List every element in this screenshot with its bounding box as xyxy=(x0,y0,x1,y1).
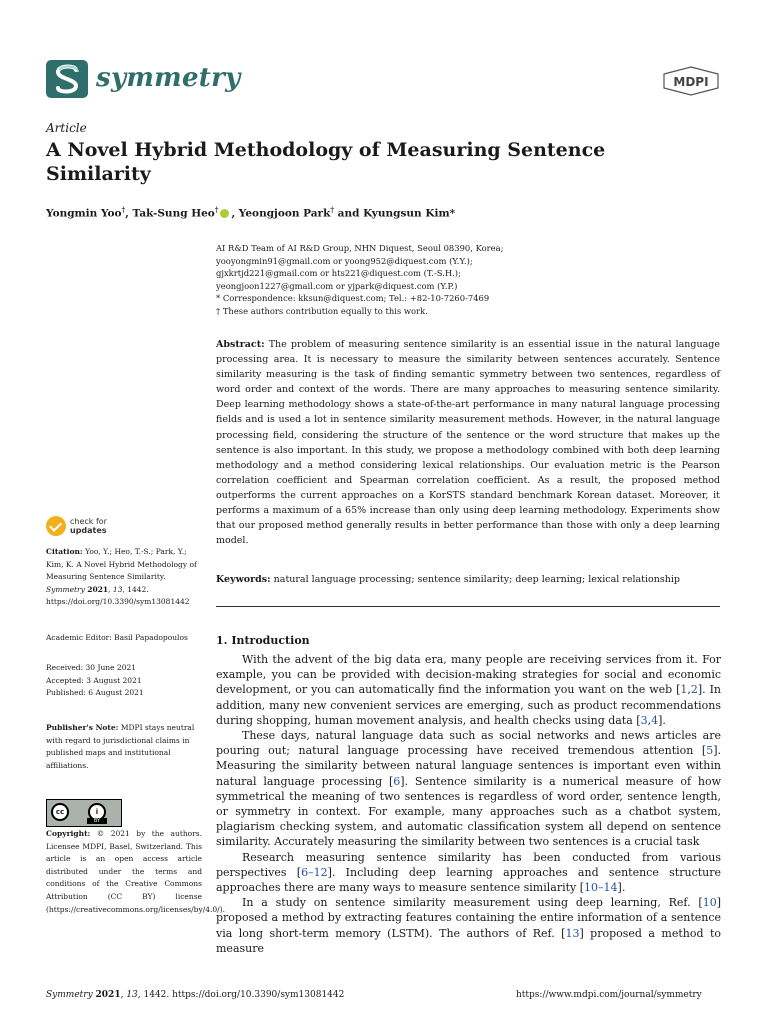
publisher-note xyxy=(46,722,202,772)
accepted-date: Accepted: 3 August 2021 xyxy=(46,675,142,685)
copyright-text: © 2021 by the authors. Licensee MDPI, Basel, Switzerland. This article is an open access article distributed under the terms and conditions of the Creative Commons Attribution (CC BY) license (https://creativecommons.org/licenses/by/4.0/). xyxy=(46,829,226,914)
received-date: Received: 30 June 2021 xyxy=(46,663,137,672)
paragraph-text: ]. Sentence similarity is a numerical measure of how symmetrical the meaning of two sentences is regardless of word order, sentence length, or symmetry in context. For example, many approaches such as a chatbot system, plagiarism checking system, and automatic classification system all depend on sentence similarity. Accurately measuring the similarity between two sentences is a crucial task xyxy=(216,774,721,849)
author-separator: and xyxy=(334,207,364,220)
reference-link[interactable]: 4 xyxy=(651,713,659,727)
author-name[interactable]: Yongmin Yoo xyxy=(46,207,122,220)
reference-link[interactable]: 2 xyxy=(690,683,698,697)
academic-editor: Academic Editor: Basil Papadopoulos xyxy=(46,633,188,642)
paragraph-text: ]. Including deep learning approaches and sentence structure approaches there are many ways to measure sentence similarity [ xyxy=(216,865,721,895)
paragraph-text: In a study on sentence similarity measurement using deep learning, Ref. [ xyxy=(242,896,703,910)
paragraph-text: ]. xyxy=(658,713,666,727)
author-name[interactable]: Tak-Sung Heo xyxy=(132,207,215,220)
paragraph xyxy=(216,652,721,728)
keywords-label: Keywords: xyxy=(216,574,271,585)
paragraph-text: ] proposed a method to measure xyxy=(216,926,722,955)
author-separator: , xyxy=(125,207,133,220)
page-title: A Novel Hybrid Methodology of Measuring Sentence Similarity xyxy=(46,139,606,185)
author-mark: † xyxy=(121,205,126,214)
publisher-note-label: Publisher's Note: xyxy=(46,723,119,732)
citation-doi[interactable]: , 1442. https://doi.org/10.3390/sym13081442 xyxy=(46,584,190,607)
dates xyxy=(46,662,202,700)
article-type: Article xyxy=(46,121,87,135)
author-mark: † xyxy=(214,205,219,214)
abstract xyxy=(216,337,720,548)
divider xyxy=(216,606,720,607)
copyright-label: Copyright: xyxy=(46,829,91,838)
keywords xyxy=(216,574,720,585)
paragraph-text: With the advent of the big data era, many people are receiving services from it. For example, you can be provided with decision-making strategies for social and economic development, or you can automatically find the information you want on the web [ xyxy=(216,653,721,697)
abstract-label: Abstract: xyxy=(216,339,265,350)
paragraph-text: , xyxy=(687,683,691,697)
updates-label: updates xyxy=(70,526,107,535)
check-for-updates-button[interactable] xyxy=(46,516,106,540)
footer-journal: Symmetry xyxy=(46,990,93,1000)
paragraph-text: ]. xyxy=(617,881,626,895)
section-heading: 1. Introduction xyxy=(216,634,310,647)
abstract-text: The problem of measuring sentence similarity is an essential issue in the natural language processing area. It is necessary to measure the similarity between sentences accurately. Sentence similarity measuring is the task of finding semantic symmetry between two sentences, regardless of word order and context of the words. There are many approaches to measuring sentence similarity. Deep learning methodology shows a state-of-the-art performance in many natural language processing fields and is used a lot in sentence similarity measurement methods. However, in the natural language processing field, considering the structure of the sentence or the word structure that makes up the sentence is also important. In this study, we propose a methodology combined with both deep learning methodology and a method considering lexical relationships. Our evaluation metric is the Pearson correlation coefficient and Spearman correlation coefficient. As a result, the proposed method outperforms the current approaches on a KorSTS standard benchmark Korean dataset. Moreover, it performs a maximum of a 65% increase than only using deep learning methodology. Experiments show that our proposed method generally results in better performance than those with only a deep learning model. xyxy=(216,339,720,547)
reference-link[interactable]: 10 xyxy=(702,896,717,910)
affiliation-email[interactable]: yooyongmin91@gmail.com or yoong952@diquest.com (Y.Y.); xyxy=(216,255,473,266)
reference-link[interactable]: 5 xyxy=(706,744,714,758)
keywords-text: natural language processing; sentence similarity; deep learning; lexical relationship xyxy=(273,574,680,585)
body-text xyxy=(216,652,721,956)
reference-link[interactable]: 6–12 xyxy=(301,865,328,879)
paragraph xyxy=(216,850,721,896)
author-name[interactable]: Yeongjoon Park xyxy=(238,207,331,220)
paragraph xyxy=(216,895,721,956)
copyright xyxy=(46,828,226,916)
mdpi-logo-icon xyxy=(662,66,720,96)
orcid-icon[interactable] xyxy=(220,209,229,218)
journal-name: symmetry xyxy=(96,63,241,93)
affiliation-block xyxy=(216,242,726,318)
check-label: check for xyxy=(70,517,107,526)
affiliation-email[interactable]: gjxkrtjd221@gmail.com or hts221@diquest.com (T.-S.H.); xyxy=(216,268,461,279)
author-list xyxy=(46,205,455,220)
reference-link[interactable]: 13 xyxy=(565,926,580,940)
citation-text: Yoo, Y.; Heo, T.-S.; Park, Y.; Kim, K. A Novel Hybrid Methodology of Measuring Sentence Similarity. xyxy=(46,547,197,582)
paragraph-text: , xyxy=(647,713,652,727)
citation-year: 2021 xyxy=(87,584,109,594)
paragraph xyxy=(216,728,721,850)
citation: Citation: Yoo, Y.; Heo, T.-S.; Park, Y.; Kim, K. A Novel Hybrid Methodology of Measuring Sentence Similarity. Symmetry 2021, 13, 1442. https://doi.org/10.3390/sym13081442 xyxy=(46,547,197,607)
citation-journal: Symmetry xyxy=(46,584,85,594)
reference-link[interactable]: 6 xyxy=(393,774,401,788)
cc-by-license-badge[interactable] xyxy=(46,799,122,827)
reference-link[interactable]: 3 xyxy=(640,713,648,727)
check-icon xyxy=(46,516,66,536)
paragraph-text: ]. In addition, many new convenient services are emerging, such as product recommendations during shopping, human movement analysis, and health checks using data [ xyxy=(216,683,721,727)
affiliation-email[interactable]: yeongjoon1227@gmail.com or yjpark@diquest.com (Y.P.) xyxy=(216,280,458,291)
footer-year: 2021 xyxy=(95,990,121,1000)
paragraph-text: Research measuring sentence similarity has been conducted from various perspectives [ xyxy=(216,850,721,879)
attribution-icon: i xyxy=(88,803,106,821)
author-mark: † xyxy=(330,205,335,214)
author-separator: , xyxy=(231,207,239,220)
paragraph-text: ]. Measuring the similarity between natural language sentences is important even within natural language processing [ xyxy=(216,744,721,788)
citation-volume: 13 xyxy=(112,584,123,594)
mdpi-text: MDPI xyxy=(673,75,709,89)
reference-link[interactable]: 10–14 xyxy=(584,881,618,895)
paragraph-text: ] proposed a method by extracting features containing the entire information of a sentence via long short-term memory (LSTM). The authors of Ref. [ xyxy=(216,896,721,940)
affiliation-line: AI R&D Team of AI R&D Group, NHN Diquest, Seoul 08390, Korea; xyxy=(216,243,504,253)
author-name[interactable]: Kyungsun Kim xyxy=(363,207,450,220)
correspondence-line: * Correspondence: kksun@diquest.com; Tel.: +82-10-7260-7469 xyxy=(216,293,490,304)
journal-logo-icon xyxy=(46,60,88,98)
citation-label: Citation: xyxy=(46,547,83,556)
cc-icon: cc xyxy=(51,803,69,821)
author-mark: * xyxy=(449,207,456,220)
published-date: Published: 6 August 2021 xyxy=(46,688,144,698)
reference-link[interactable]: 1 xyxy=(680,683,688,697)
by-label: BY xyxy=(87,818,107,824)
footer-doi[interactable]: , 1442. https://doi.org/10.3390/sym13081442 xyxy=(137,990,345,1000)
footer-citation: Symmetry 2021, 13, 1442. https://doi.org/10.3390/sym13081442 xyxy=(46,990,345,1000)
footer-journal-url[interactable]: https://www.mdpi.com/journal/symmetry xyxy=(516,990,702,1000)
footer-volume: 13 xyxy=(126,990,138,1000)
paragraph-text: These days, natural language data such as social networks and news articles are pouring out; natural language processing have received tremendous attention [ xyxy=(216,729,721,758)
publisher-note-text: MDPI stays neutral with regard to jurisdictional claims in published maps and institutional affiliations. xyxy=(46,723,195,770)
equal-contribution-note: † These authors contribution equally to this work. xyxy=(216,305,428,316)
